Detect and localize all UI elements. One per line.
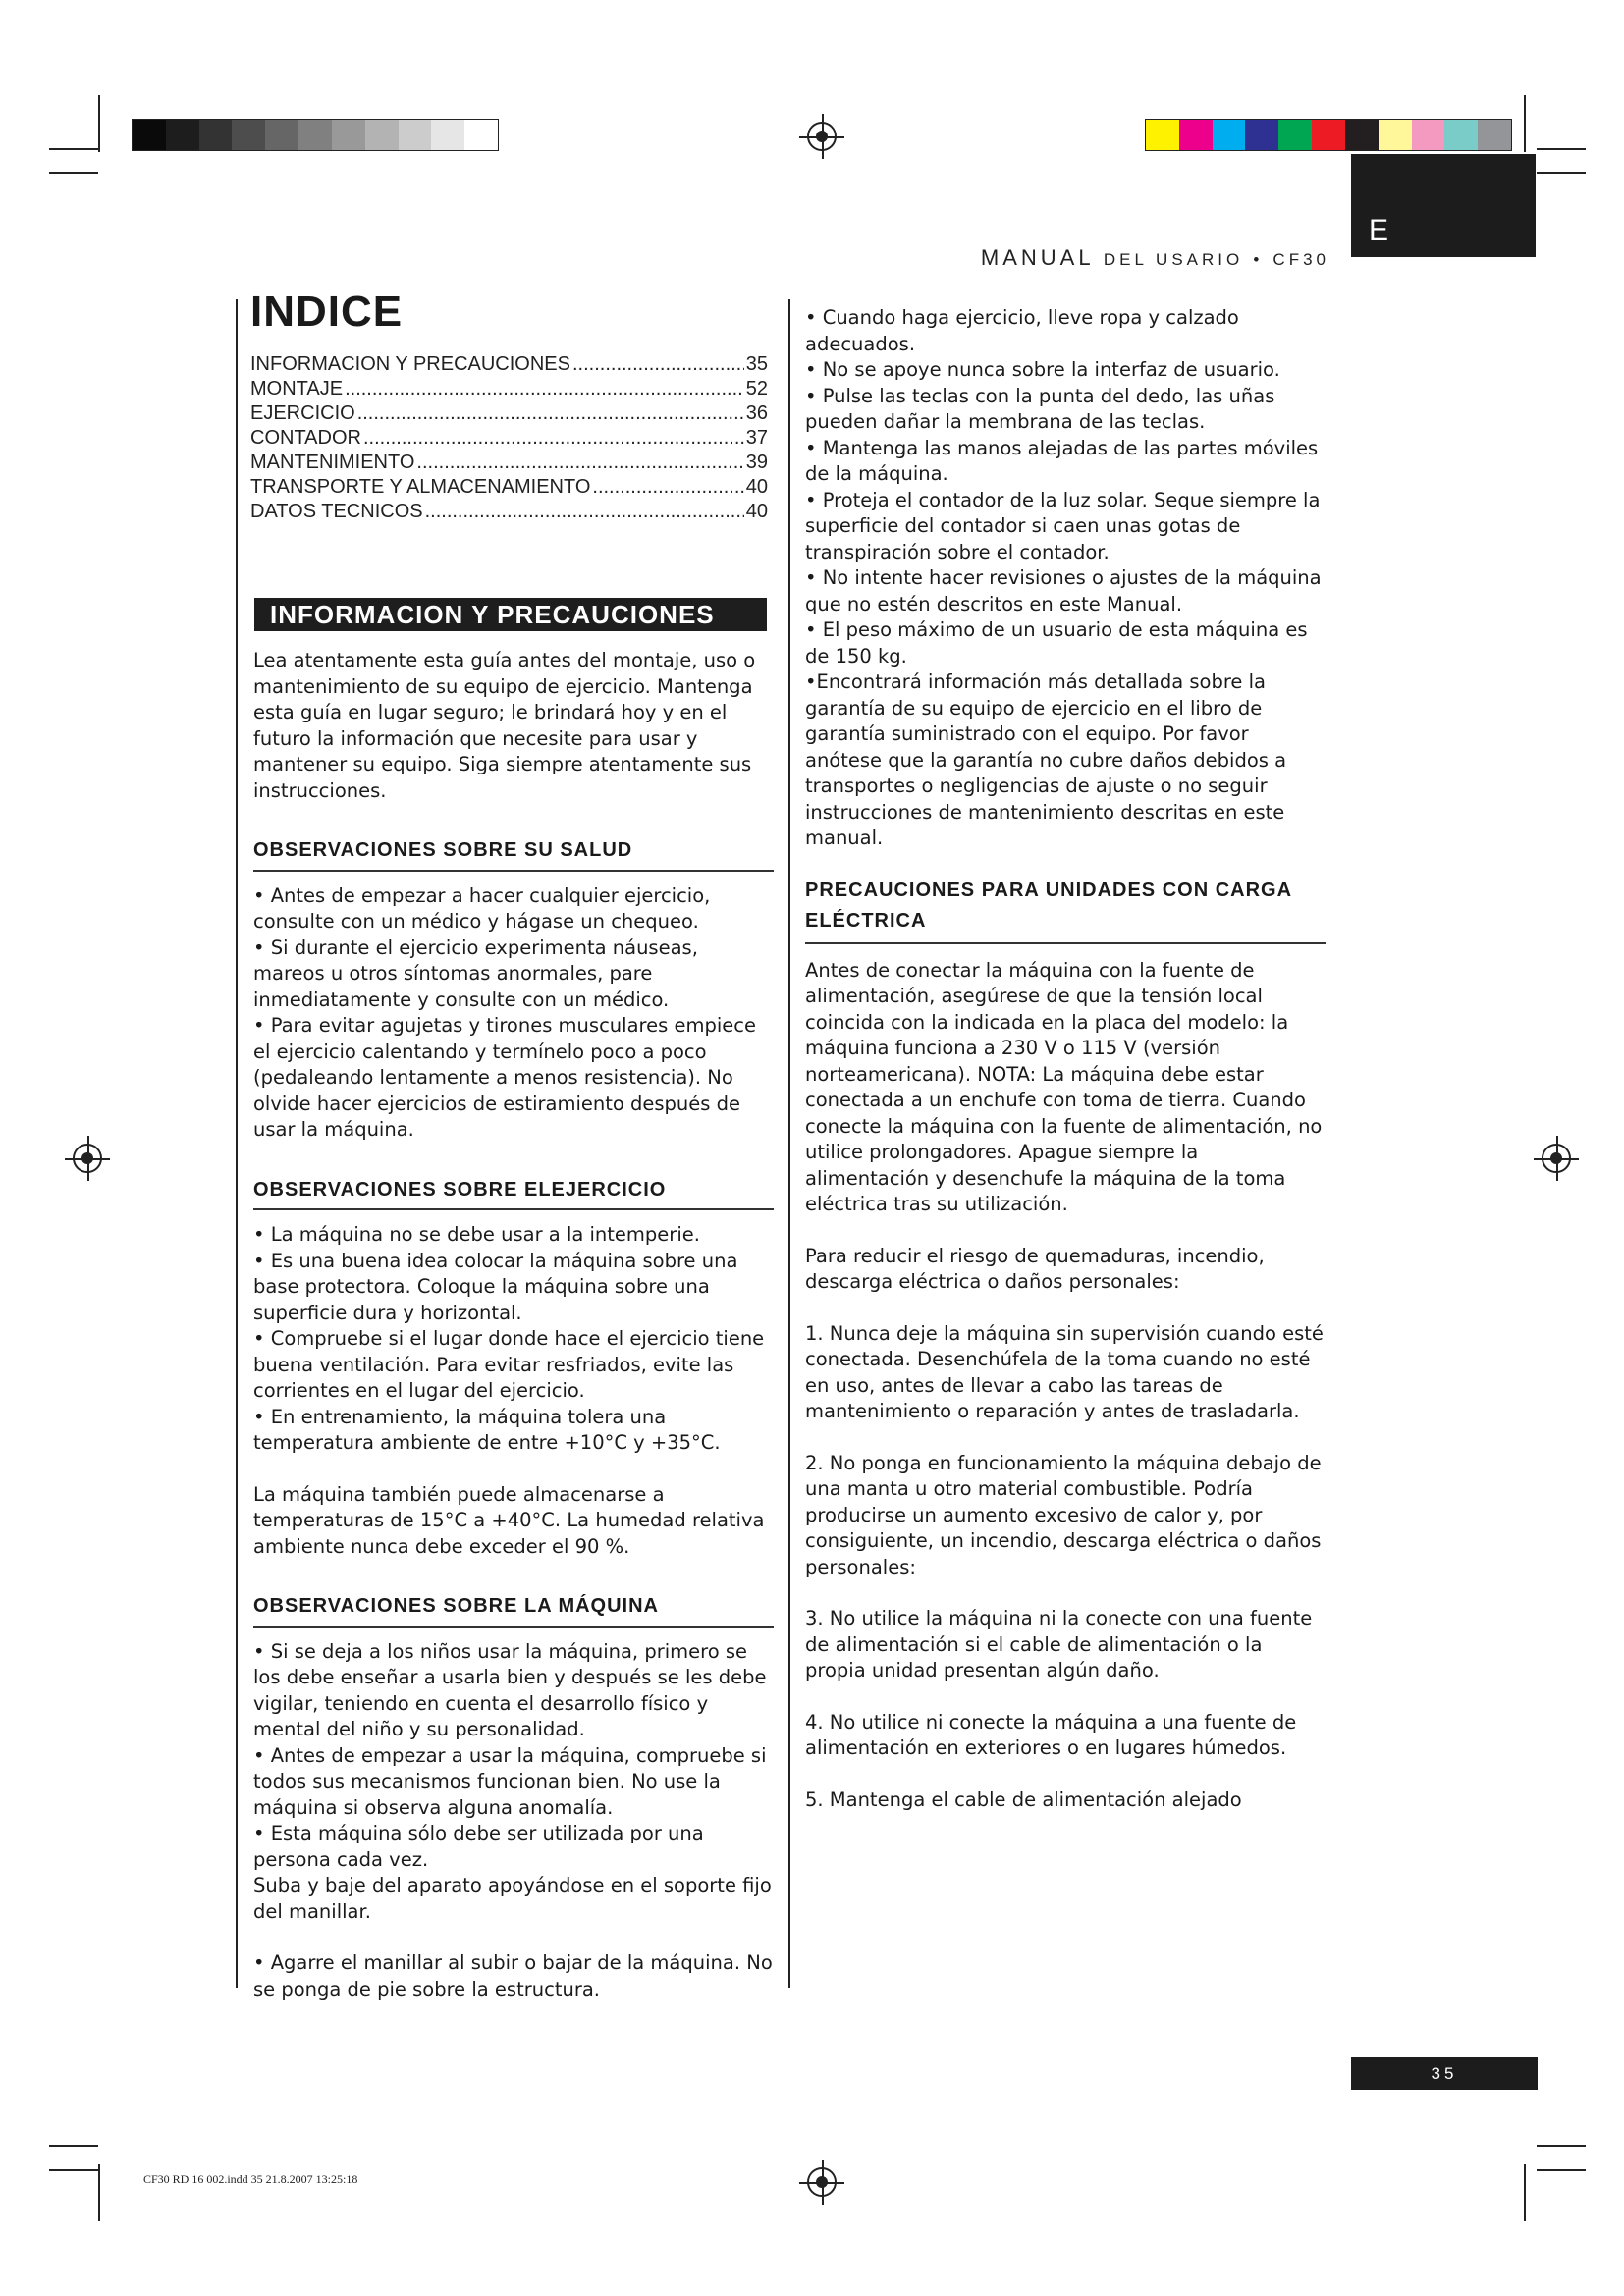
gray-swatch — [399, 120, 432, 150]
toc-entry-page: 52 — [745, 378, 768, 400]
list-item: • Para evitar agujetas y tirones musculares empiece el ejercicio calentando y termínelo poco a poco (pedaleando lentamente a menos resistencia). No olvide hacer ejercicios de estiramiento después de usar la máquina. — [253, 1014, 756, 1141]
color-swatch — [1146, 120, 1179, 150]
list-item: • En entrenamiento, la máquina tolera una temperatura ambiente de entre +10°C y +35°C. — [253, 1405, 721, 1454]
toc-leader-dots — [357, 401, 744, 426]
list-item: 1. Nunca deje la máquina sin supervisión cuando esté conectada. Desenchúfela de la toma cuando no esté en uso, antes de llevar a cabo las tareas de mantenimiento o reparación y antes de trasladarla. — [805, 1321, 1324, 1422]
index-title: INDICE — [250, 288, 404, 336]
grayscale-color-bar — [132, 119, 499, 151]
list-item: •Encontrará información más detallada sobre la garantía de su equipo de ejercicio en el libro de garantía suministrado con el equipo. Por favor anótese que la garantía no cubre daños debidos a transportes o negligencias de ajuste o no seguir instrucciones de mantenimiento descritas en este manual. — [805, 670, 1287, 849]
list-item: • Si se deja a los niños usar la máquina, primero se los debe enseñar a usarla bien y después se les debe vigilar, teniendo en cuenta el desarrollo físico y mental del niño y su personalidad. — [253, 1639, 767, 1740]
center-column-rule — [788, 299, 790, 1988]
toc-entry-label: DATOS TECNICOS — [250, 501, 423, 522]
toc-entry-label: EJERCICIO — [250, 402, 355, 424]
risk-paragraph: Para reducir el riesgo de quemaduras, incendio, descarga eléctrica o daños personales: — [805, 1244, 1265, 1293]
toc-leader-dots — [345, 377, 744, 401]
toc-entry-label: TRANSPORTE Y ALMACENAMIENTO — [250, 476, 591, 498]
color-swatch — [1379, 120, 1412, 150]
health-list — [253, 883, 774, 1144]
print-slug: CF30 RD 16 002.indd 35 21.8.2007 13:25:18 — [143, 2172, 358, 2186]
gray-swatch — [431, 120, 464, 150]
process-color-bar — [1145, 119, 1512, 151]
list-item: • Cuando haga ejercicio, lleve ropa y calzado adecuados. — [805, 306, 1239, 355]
toc-entry-page: 35 — [745, 353, 768, 375]
gray-swatch — [133, 120, 166, 150]
gray-swatch — [332, 120, 365, 150]
registration-mark-left — [73, 1144, 102, 1173]
electrical-intro: Antes de conectar la máquina con la fuente de alimentación, asegúrese de que la tensión local coincida con la indicada en la placa del modelo: la máquina funciona a 230 V o 115 V (versión norteamericana). NOTA: La máquina debe estar conectada a un enchufe con toma de tierra. Cuando conecte la máquina con la fuente de alimentación, no utilice prolongadores. Apague siempre la alimentación y desenchufe la máquina de la toma eléctrica tras su utilización. — [805, 958, 1323, 1215]
color-swatch — [1444, 120, 1478, 150]
gray-swatch — [464, 120, 498, 150]
table-of-contents — [250, 352, 768, 524]
color-swatch — [1312, 120, 1345, 150]
toc-entry-page: 40 — [745, 501, 768, 522]
language-tab: E — [1351, 154, 1536, 257]
toc-entry[interactable] — [250, 401, 768, 426]
toc-entry[interactable] — [250, 352, 768, 377]
toc-entry[interactable] — [250, 500, 768, 524]
toc-entry-label: MANTENIMIENTO — [250, 452, 415, 473]
running-header: MANUAL DEL USARIO • CF30 — [980, 245, 1329, 270]
exercise-list — [253, 1222, 774, 1457]
list-item: 2. No ponga en funcionamiento la máquina debajo de una manta u otro material combustible. Podría producirse un aumento excesivo de calor y, por consiguiente, un incendio, descarga eléctrica o daños personales: — [805, 1451, 1322, 1578]
toc-entry[interactable] — [250, 475, 768, 500]
toc-leader-dots — [572, 352, 744, 377]
list-item: • No intente hacer revisiones o ajustes de la máquina que no estén descritos en este Manual. — [805, 566, 1322, 615]
toc-leader-dots — [425, 500, 744, 524]
toc-entry-page: 40 — [745, 476, 768, 498]
storage-paragraph: La máquina también puede almacenarse a temperaturas de 15°C a +40°C. La humedad relativa ambiente nunca debe exceder el 90 %. — [253, 1482, 765, 1558]
page-number: 35 — [1351, 2057, 1538, 2090]
toc-leader-dots — [416, 451, 743, 475]
list-item: 3. No utilice la máquina ni la conecte con una fuente de alimentación si el cable de alimentación o la propia unidad presentan algún daño. — [805, 1607, 1313, 1682]
intro-paragraph: Lea atentamente esta guía antes del montaje, uso o mantenimiento de su equipo de ejercicio. Mantenga esta guía en lugar seguro; le brindará hoy y en el futuro la información que necesite para usar y mantener su equipo. Siga siempre atentamente sus instrucciones. — [253, 649, 756, 802]
list-item: • Es una buena idea colocar la máquina sobre una base protectora. Coloque la máquina sobre una superficie dura y horizontal. — [253, 1249, 738, 1324]
color-swatch — [1478, 120, 1511, 150]
color-swatch — [1278, 120, 1312, 150]
registration-mark-top — [807, 122, 837, 151]
right-body — [805, 305, 1326, 1813]
list-item: 5. Mantenga el cable de alimentación alejado — [805, 1788, 1242, 1811]
list-item: • Compruebe si el lugar donde hace el ejercicio tiene buena ventilación. Para evitar resfriados, evite las corrientes en el lugar del ejercicio. — [253, 1327, 765, 1402]
registration-mark-right — [1542, 1144, 1571, 1173]
exercise-heading: OBSERVACIONES SOBRE ELEJERCICIO — [253, 1177, 774, 1211]
list-item: • Esta máquina sólo debe ser utilizada por una persona cada vez. — [253, 1822, 704, 1871]
gray-swatch — [232, 120, 265, 150]
color-swatch — [1412, 120, 1445, 150]
toc-entry-page: 39 — [745, 452, 768, 473]
toc-leader-dots — [592, 475, 743, 500]
color-swatch — [1245, 120, 1278, 150]
list-item: • Si durante el ejercicio experimenta náuseas, mareos u otros síntomas anormales, pare inmediatamente y consulte con un médico. — [253, 935, 698, 1011]
list-item: 4. No utilice ni conecte la máquina a una fuente de alimentación en exteriores o en lugares húmedos. — [805, 1710, 1297, 1759]
left-body — [253, 648, 774, 2002]
machine-list — [253, 1639, 774, 1926]
list-item: • No se apoye nunca sobre la interfaz de usuario. — [805, 358, 1280, 381]
toc-entry-page: 37 — [745, 427, 768, 449]
color-swatch — [1345, 120, 1379, 150]
registration-mark-bottom — [807, 2167, 837, 2197]
health-heading: OBSERVACIONES SOBRE SU SALUD — [253, 837, 774, 872]
list-item: • El peso máximo de un usuario de esta máquina es de 150 kg. — [805, 618, 1308, 667]
toc-leader-dots — [363, 426, 744, 451]
toc-entry-label: MONTAJE — [250, 378, 344, 400]
list-item: • Pulse las teclas con la punta del dedo, las uñas pueden dañar la membrana de las teclas. — [805, 384, 1275, 433]
safety-list — [805, 305, 1326, 852]
electrical-heading: PRECAUCIONES PARA UNIDADES CON CARGA ELÉCTRICA — [805, 876, 1326, 944]
list-item: • Proteja el contador de la luz solar. Seque siempre la superficie del contador si caen unas gotas de transpiración sobre el contador. — [805, 488, 1321, 563]
list-item: • Mantenga las manos alejadas de las partes móviles de la máquina. — [805, 436, 1319, 485]
gray-swatch — [365, 120, 399, 150]
list-item: • La máquina no se debe usar a la intemperie. — [253, 1223, 700, 1246]
electrical-numbered-list — [805, 1321, 1326, 1814]
left-column — [250, 288, 768, 524]
color-swatch — [1179, 120, 1213, 150]
toc-entry-label: INFORMACION Y PRECAUCIONES — [250, 353, 570, 375]
list-item: • Antes de empezar a usar la máquina, compruebe si todos sus mecanismos funcionan bien. No use la máquina si observa alguna anomalía. — [253, 1743, 767, 1819]
list-item: • Antes de empezar a hacer cualquier ejercicio, consulte con un médico y hágase un chequeo. — [253, 883, 711, 933]
machine-last-item: • Agarre el manillar al subir o bajar de la máquina. No se ponga de pie sobre la estructura. — [253, 1951, 773, 2001]
toc-entry-page: 36 — [745, 402, 768, 424]
toc-entry-label: CONTADOR — [250, 427, 361, 449]
section-title-bar: INFORMACION Y PRECAUCIONES — [254, 598, 767, 631]
left-column-rule — [236, 299, 238, 1988]
toc-entry[interactable] — [250, 377, 768, 401]
gray-swatch — [166, 120, 199, 150]
color-swatch — [1213, 120, 1246, 150]
gray-swatch — [298, 120, 332, 150]
gray-swatch — [265, 120, 298, 150]
toc-entry[interactable] — [250, 426, 768, 451]
list-item: Suba y baje del aparato apoyándose en el soporte fijo del manillar. — [253, 1874, 772, 1923]
gray-swatch — [199, 120, 233, 150]
toc-entry[interactable] — [250, 451, 768, 475]
machine-heading: OBSERVACIONES SOBRE LA MÁQUINA — [253, 1593, 774, 1628]
